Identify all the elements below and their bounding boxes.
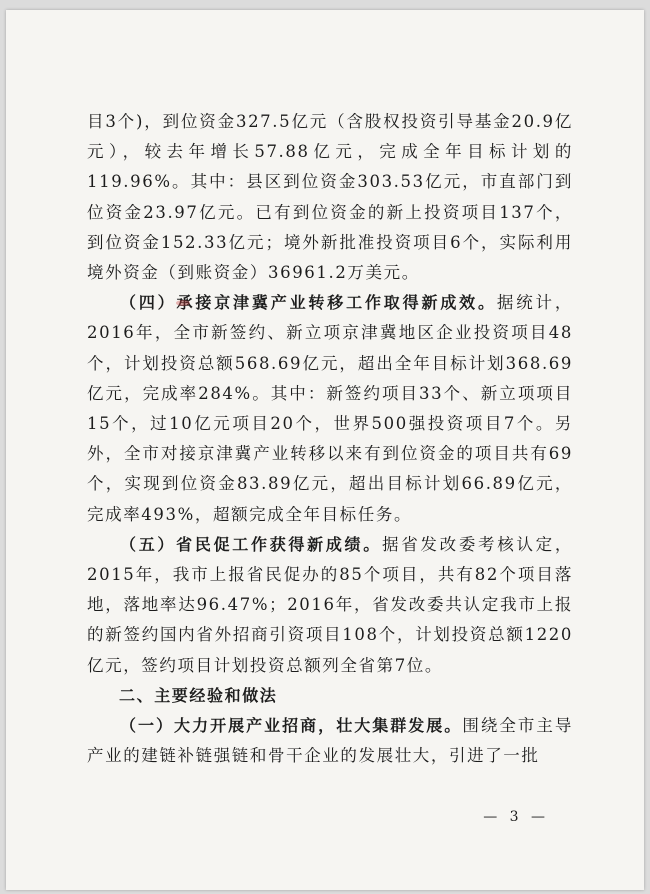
page-number: — 3 — — [483, 809, 549, 825]
paragraph-1: 目3个)，到位资金327.5亿元（含股权投资引导基金20.9亿元），较去年增长57.88亿元，完成全年目标计划的119.96%。其中：县区到位资金303.53亿元，市直部门到位资金23.97亿元。已有到位资金的新上投资项目137个，到位资金152.33亿元；境外新批准投资项目6个，实际利用境外资金（到账资金）36961.2万美元。 — [87, 112, 573, 283]
document-body — [87, 107, 573, 771]
ink-smudge — [176, 300, 190, 306]
section-4-heading: （四）承接京津冀产业转移工作取得新成效。 — [120, 293, 497, 313]
paragraph-3 — [87, 530, 573, 681]
paragraph-4 — [87, 711, 573, 771]
subsection-1-text: 围绕全市主导产业的建链补链强链和骨干企业的发展壮大，引进了一批 — [87, 716, 573, 766]
section-heading-2: 二、主要经验和做法 — [119, 685, 278, 705]
document-page — [6, 10, 644, 890]
paragraph-2 — [87, 288, 573, 530]
section-4-text: 据统计，2016年，全市新签约、新立项京津冀地区企业投资项目48个，计划投资总额568.69亿元，超出全年目标计划368.69亿元，完成率284%。其中：新签约项目33个、新立项项目15个，过10亿元项目20个，世界500强投资项目7个。另外，全市对接京津冀产业转移以来有到位资金的项目共有69个，实现到位资金83.89亿元，超出目标计划66.89亿元，完成率493%，超额完成全年目标任务。 — [87, 293, 573, 524]
subsection-1-heading: （一）大力开展产业招商，壮大集群发展。 — [120, 716, 463, 736]
section-5-text: 据省发改委考核认定，2015年，我市上报省民促办的85个项目，共有82个项目落地，落地率达96.47%；2016年，省发改委共认定我市上报的新签约国内省外招商引资项目108个，计划投资总额1220亿元，签约项目计划投资总额列全省第7位。 — [87, 534, 573, 675]
section-5-heading: （五）省民促工作获得新成绩。 — [120, 534, 382, 554]
